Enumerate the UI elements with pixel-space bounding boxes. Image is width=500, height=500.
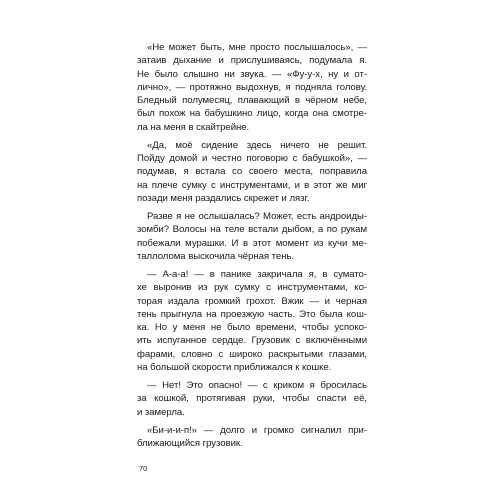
text-line: ить испуганное сердце. Грузовик с включёнными bbox=[137, 335, 367, 347]
text-line: «Би-и-и-п!» — долго и громко сигналил при- bbox=[147, 424, 367, 436]
text-line: и замерла. bbox=[137, 406, 185, 418]
text-line: ка. Но у меня не было времени, чтобы успоко- bbox=[137, 322, 367, 333]
text-line: торая издала громкий грохот. Вжик — и черная bbox=[137, 295, 367, 307]
text-line: — Нет! Это опасно! — с криком я бросилась bbox=[147, 380, 367, 391]
text-line: был похож на бабушкино лицо, когда она смотре- bbox=[137, 108, 367, 120]
text-line: таллолома выскочила чёрная тень. bbox=[137, 250, 295, 262]
paragraph-2 bbox=[137, 139, 367, 205]
text-line: «Не может быть, мне просто послышалось», — bbox=[147, 42, 367, 53]
text-line: «Да, моё сидение здесь ничего не решит. bbox=[147, 139, 367, 151]
text-line: фарами, словно с широко раскрытыми глазами, bbox=[137, 348, 367, 360]
text-line: хе выронив из рук сумку с инструментами, ко- bbox=[137, 282, 367, 294]
page-number: 70 bbox=[139, 464, 148, 473]
text-line: лично», — протяжно выдохнув, я подняла голову. bbox=[137, 81, 367, 93]
text-line: за кошкой, протягивая руки, чтобы спасти её, bbox=[137, 393, 367, 405]
paragraph-6 bbox=[137, 424, 367, 451]
text-line: ближающийся грузовик. bbox=[137, 438, 243, 449]
text-line: Не было слышно ни звука. — «Фу-у-х, ну и от- bbox=[137, 68, 367, 80]
text-line: — А-а-а! — в панике закричала я, в сумато- bbox=[147, 269, 367, 280]
body-text bbox=[137, 41, 367, 450]
text-line: подумав, я встала со своего места, поправила bbox=[137, 166, 367, 178]
text-line: Разве я не ослышалась? Может, есть андроиды- bbox=[147, 211, 367, 222]
text-line: позади меня раздались скрежет и лязг. bbox=[137, 192, 310, 204]
text-line: побежали мурашки. И в этот момент из кучи ме- bbox=[137, 237, 367, 249]
text-line: Бледный полумесяц, плавающий в чёрном небе, bbox=[137, 95, 367, 106]
text-line: тень прыгнула на проезжую часть. Это была кош- bbox=[137, 308, 367, 320]
text-line: затаив дыхание и прислушиваясь, подумала я. bbox=[137, 55, 367, 67]
text-line: Пойду домой и честно поговорю с бабушкой», — bbox=[137, 153, 367, 164]
text-line: зомби? Волосы на теле встали дыбом, а по рукам bbox=[137, 224, 367, 236]
paragraph-3 bbox=[137, 210, 367, 263]
text-line: на большой скорости приближался к кошке. bbox=[137, 361, 332, 373]
paragraph-5 bbox=[137, 379, 367, 419]
paragraph-4 bbox=[137, 268, 367, 374]
text-line: ла на меня в скайтрейне. bbox=[137, 121, 250, 133]
text-line: на плече сумку с инструментами, и в этот же миг bbox=[137, 179, 367, 191]
paragraph-1 bbox=[137, 41, 367, 134]
